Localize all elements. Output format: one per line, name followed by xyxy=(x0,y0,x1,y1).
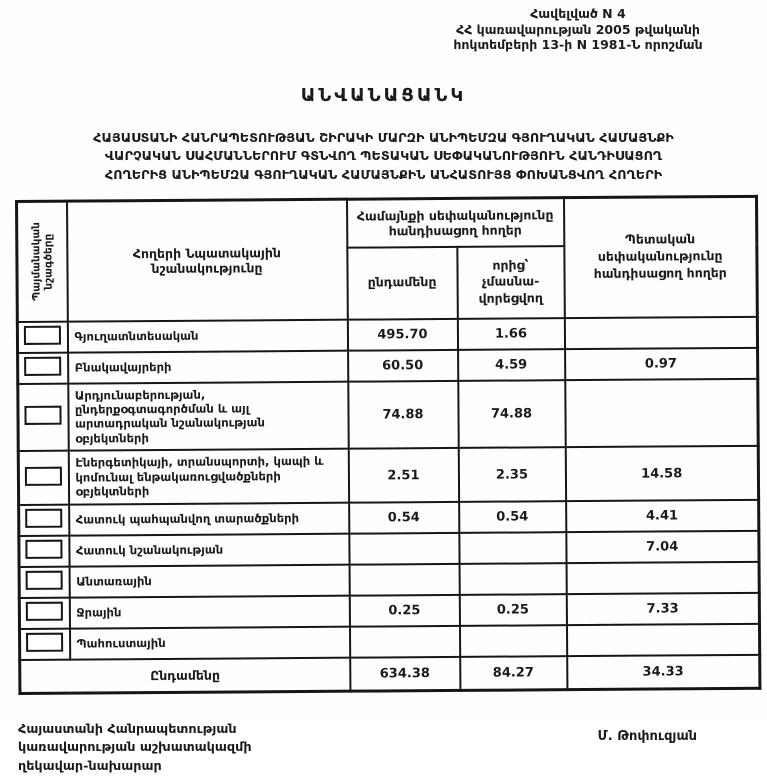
non-privatized-cell: 1.66 xyxy=(457,317,564,349)
total-non-privatized: 84.27 xyxy=(460,656,567,691)
subtitle-line-3: ՀՈՂԵՐԻՑ ԱՆԻՊԵՄԶԱ ԳՅՈՒՂԱԿԱՆ ՀԱՄԱՅՆՔԻՆ ԱՆՀԱՏՈՒՅՑ ՓՈԽԱՆՑՎՈՂ ՀՈՂԵՐԻ xyxy=(104,167,663,183)
document-footer xyxy=(18,721,697,777)
total-row-label: Ընդամենը xyxy=(20,657,350,693)
footer-line-2: կառավարության աշխատակազմի xyxy=(18,740,252,756)
conventional-sign-cell xyxy=(17,321,67,352)
conventional-sign-cell xyxy=(19,535,69,566)
header-total: ընդամենը xyxy=(347,247,457,319)
conventional-sign-cell xyxy=(19,597,69,628)
conventional-sign-cell xyxy=(19,628,69,659)
table-row xyxy=(18,446,758,505)
community-total-cell xyxy=(349,563,459,595)
state-property-cell xyxy=(564,316,757,348)
conventional-sign-cell xyxy=(18,352,68,383)
appendix-line-1: Հավելված N 4 xyxy=(530,6,626,21)
total-row xyxy=(20,654,760,693)
non-privatized-cell xyxy=(459,563,566,595)
state-property-cell: 4.41 xyxy=(566,499,759,531)
state-property-cell xyxy=(566,561,759,593)
community-total-cell: 495.70 xyxy=(347,318,457,350)
community-total-cell xyxy=(349,625,459,657)
conventional-sign-cell xyxy=(18,451,68,505)
header-state-property: Պետական սեփականությունը հանդիսացող հողեր xyxy=(564,196,758,317)
table-row xyxy=(18,378,758,451)
non-privatized-cell xyxy=(459,625,566,657)
state-property-cell xyxy=(566,623,759,655)
subtitle-line-1: ՀԱՅԱՍՏԱՆԻ ՀԱՆՐԱՊԵՏՈՒԹՅԱՆ ՇԻՐԱԿԻ ՄԱՐԶԻ ԱՆԻՊԵՄԶԱ ԳՅՈՒՂԱԿԱՆ ՀԱՄԱՅՆՔԻ xyxy=(93,130,674,146)
appendix-reference xyxy=(408,6,748,53)
land-purpose-cell: Էներգետիկայի, տրանսպորտի, կապի և կոմունալ ենթակառուցվածքների օբյեկտների xyxy=(68,449,348,504)
table-body xyxy=(17,316,759,660)
signatory-position xyxy=(18,721,252,777)
footer-line-3: ղեկավար-նախարար xyxy=(18,759,162,774)
land-allocation-table xyxy=(15,194,761,695)
header-land-purpose: Հողերի Նպատակային նշանակությունը xyxy=(67,199,348,321)
state-property-cell xyxy=(565,378,758,447)
community-total-cell: 0.25 xyxy=(349,594,459,626)
legend-box-icon xyxy=(25,508,62,527)
non-privatized-cell: 74.88 xyxy=(458,379,565,448)
legend-box-icon xyxy=(25,405,62,424)
community-total-cell xyxy=(349,532,459,564)
land-purpose-cell: Անտառային xyxy=(69,564,349,597)
signatory-name: Մ. Թոփուզյան xyxy=(597,728,697,744)
appendix-line-3: հոկտեմբերի 13-ի N 1981-Ն որոշման xyxy=(453,37,703,53)
land-purpose-cell: Ջրային xyxy=(69,595,349,628)
table-row xyxy=(18,347,758,383)
conventional-sign-cell xyxy=(19,566,69,597)
legend-box-icon xyxy=(26,570,63,589)
header-conventional-signs xyxy=(17,201,68,321)
land-purpose-cell: Պահուստային xyxy=(69,626,349,659)
legend-box-icon xyxy=(26,632,63,651)
non-privatized-cell: 0.54 xyxy=(459,501,566,533)
non-privatized-cell: 4.59 xyxy=(458,348,565,380)
conventional-sign-cell xyxy=(19,504,69,535)
state-property-cell: 7.33 xyxy=(566,592,759,624)
land-purpose-cell: Արդյունաբերության, ընդերքօգտագործման և այլ արտադրական նշանակության օբյեկտների xyxy=(68,381,348,451)
page-title: ԱՆՎԱՆԱՑԱՆԿ xyxy=(300,84,467,106)
table-row xyxy=(19,623,759,659)
legend-box-icon xyxy=(25,466,62,485)
legend-box-icon xyxy=(26,601,63,620)
header-non-privatized: որից՝ չմասնա- վորեցվող xyxy=(457,246,565,318)
land-purpose-cell: Բնակավայրերի xyxy=(68,350,348,383)
land-purpose-cell: Հատուկ նշանակության xyxy=(69,533,349,566)
community-total-cell: 74.88 xyxy=(348,380,458,449)
community-total-cell: 0.54 xyxy=(349,501,459,533)
table-row xyxy=(19,499,759,535)
non-privatized-cell: 2.35 xyxy=(458,447,565,501)
non-privatized-cell: 0.25 xyxy=(459,594,566,626)
subtitle-line-2: ՎԱՐՉԱԿԱՆ ՍԱՀՄԱՆՆԵՐՈՒՄ ԳՏՆՎՈՂ ՊԵՏԱԿԱՆ ՍԵՓԱԿԱՆՈՒԹՅՈՒՆ ՀԱՆԴԻՍԱՑՈՂ xyxy=(104,149,663,165)
appendix-line-2: ՀՀ կառավարության 2005 թվականի xyxy=(456,21,700,37)
state-property-cell: 0.97 xyxy=(565,347,758,379)
footer-line-1: Հայաստանի Հանրապետության xyxy=(18,721,237,737)
state-property-cell: 7.04 xyxy=(566,530,759,562)
total-community-total: 634.38 xyxy=(350,656,460,691)
document-subtitle xyxy=(0,130,767,186)
table-row xyxy=(17,316,757,352)
land-purpose-cell: Հատուկ պահպանվող տարածքների xyxy=(69,502,349,535)
non-privatized-cell xyxy=(459,532,566,564)
table-row xyxy=(19,530,759,566)
community-total-cell: 60.50 xyxy=(348,349,458,381)
legend-box-icon xyxy=(24,325,61,344)
legend-box-icon xyxy=(24,356,61,375)
table-row xyxy=(19,592,759,628)
total-state: 34.33 xyxy=(567,654,760,689)
table-row xyxy=(19,561,759,597)
conventional-sign-cell xyxy=(18,383,68,451)
header-community-property-group: Համայնքի սեփականությունը հանդիսացող հողեր xyxy=(347,197,564,247)
legend-box-icon xyxy=(26,539,63,558)
header-conventional-signs-label: Պայմանական նշագծերը xyxy=(29,221,55,301)
state-property-cell: 14.58 xyxy=(565,446,758,501)
community-total-cell: 2.51 xyxy=(348,448,458,502)
land-purpose-cell: Գյուղատնտեսական xyxy=(67,319,347,352)
